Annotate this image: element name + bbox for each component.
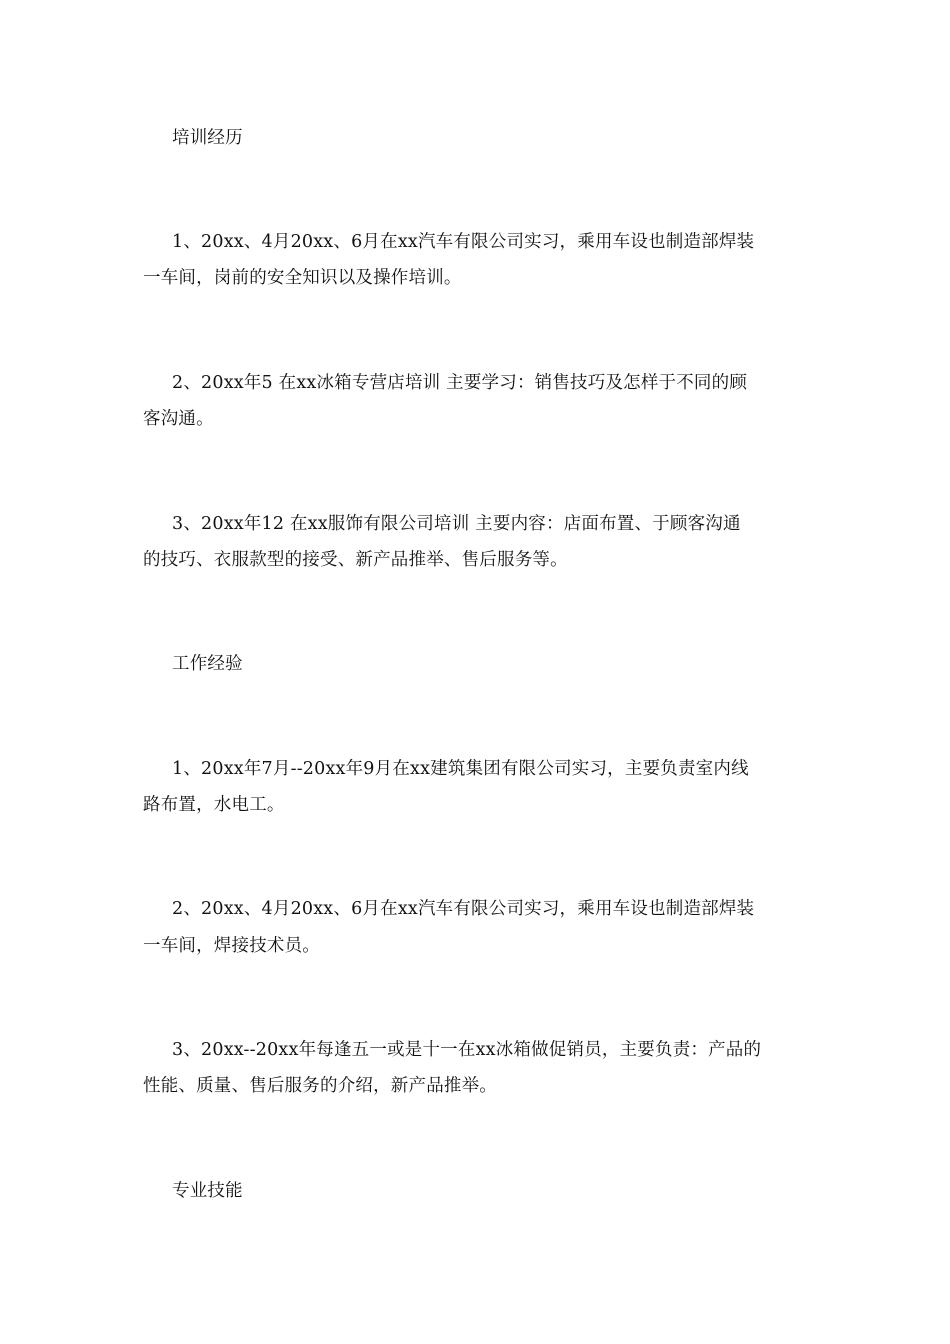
work-item-2-line-2: 一车间，焊接技术员。 <box>143 936 320 956</box>
training-item-1-line-1: 1、20xx、4月20xx、6月在xx汽车有限公司实习，乘用车设也制造部焊装 <box>172 232 755 252</box>
work-item-3-line-1: 3、20xx--20xx年每逢五一或是十一在xx冰箱做促销员，主要负责：产品的 <box>172 1040 762 1060</box>
work-item-2-line-1: 2、20xx、4月20xx、6月在xx汽车有限公司实习，乘用车设也制造部焊装 <box>172 899 755 919</box>
section-heading-training: 培训经历 <box>172 128 243 148</box>
work-item-1-line-1: 1、20xx年7月--20xx年9月在xx建筑集团有限公司实习，主要负责室内线 <box>172 759 749 779</box>
training-item-3-line-2: 的技巧、衣服款型的接受、新产品推举、售后服务等。 <box>143 550 568 570</box>
training-item-2-line-2: 客沟通。 <box>143 409 214 429</box>
training-item-1-line-2: 一车间，岗前的安全知识以及操作培训。 <box>143 268 462 288</box>
section-heading-skills: 专业技能 <box>172 1181 243 1201</box>
work-item-1-line-2: 路布置，水电工。 <box>143 795 285 815</box>
work-item-3-line-2: 性能、质量、售后服务的介绍，新产品推举。 <box>143 1076 497 1096</box>
training-item-3-line-1: 3、20xx年12 在xx服饰有限公司培训 主要内容：店面布置、于顾客沟通 <box>172 514 741 534</box>
section-heading-work: 工作经验 <box>172 654 243 674</box>
training-item-2-line-1: 2、20xx年5 在xx冰箱专营店培训 主要学习：销售技巧及怎样于不同的顾 <box>172 373 748 393</box>
